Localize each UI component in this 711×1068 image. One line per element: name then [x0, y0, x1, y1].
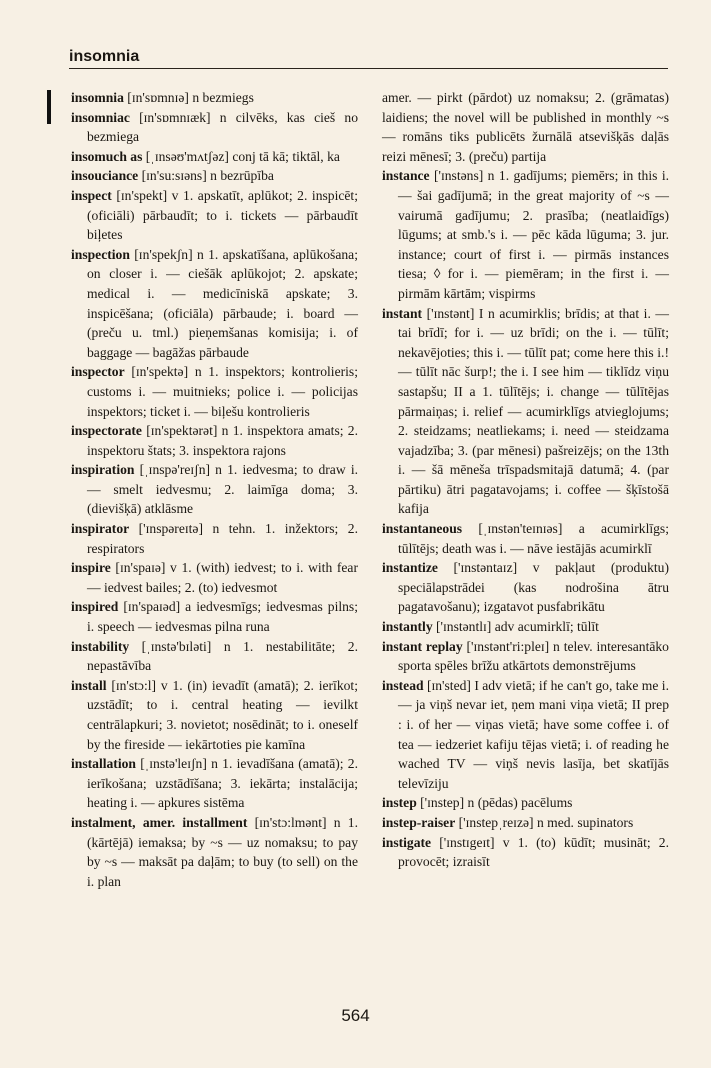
- entry-definition: [ɪn'stɔ:l] v 1. (in) ievadīt (amatā); 2. ierīkot; uzstādīt; to i. central heating — ievilkt centrālapkuri; 3. novietot; nosēdināt; to i. oneself by the fireside — iekārtoties pie kamīna: [87, 677, 358, 752]
- headword: insomuch as: [71, 148, 143, 164]
- headword: inspired: [71, 599, 119, 615]
- entry-definition: [ɪn'spekʃn] n 1. apskatīšana, aplūkošana; on closer i. — ciešāk aplūkojot; 2. apskate; medical i. — medicīniskā apskate; 3. inspicēšana; (oficiāla) pārbaude; i. board — (preču u. tml.) pieņemšanas komisija; i. of baggage — bagāžas pārbaude: [87, 246, 358, 360]
- dictionary-entry: [382, 833, 669, 872]
- dictionary-entry: [71, 147, 358, 167]
- headword: instantize: [382, 560, 438, 576]
- dictionary-entry: [71, 421, 358, 460]
- entry-definition: ['ɪnstəntlɪ] adv acumirklī; tūlīt: [432, 619, 599, 635]
- headword: instead: [382, 677, 424, 693]
- page-number: 564: [341, 1006, 370, 1025]
- headword: inspirator: [71, 521, 130, 537]
- entry-definition: [ɪn'spaɪəd] a iedvesmīgs; iedvesmas pilns; i. speech — iedvesmas pilna runa: [87, 599, 358, 635]
- left-column: [71, 88, 358, 891]
- entry-definition: [ɪn'sɒmnɪæk] n cilvēks, kas cieš no bezmiega: [87, 109, 358, 145]
- dictionary-entry: [71, 166, 358, 186]
- headword: instance: [382, 168, 430, 184]
- headword: inspect: [71, 187, 112, 203]
- entry-definition: [ɪn'spektərət] n 1. inspektora amats; 2. inspektoru štats; 3. inspektora rajons: [87, 423, 358, 458]
- dictionary-entry: [382, 304, 669, 520]
- entry-definition: ['ɪnstepˌreɪzə] n med. supinators: [455, 814, 634, 830]
- entry-definition: [ɪn'sted] I adv vietā; if he can't go, take me i. — ja viņš nevar iet, ņem mani viņa vietā; II prep : i. of her — viņas vietā; have some coffee i. of tea — iedzeriet kafiju tējas vietā; i. of reading he wached TV — viņš nevis lasīja, bet skatījās televīziju: [398, 677, 669, 791]
- dictionary-entry: [382, 676, 669, 794]
- entry-definition: ['ɪnstənt] I n acumirklis; brīdis; at that i. — tai brīdī; for i. — uz brīdi; on the i. — tūlīt; nekavējoties; this i. — tūlīt pat; come here this i.! — tūlīt nāc šurp!; the i. I see him — tiklīdz viņu sastapšu; II a 1. tūlītējs; i. change — tūlītējas pārmaiņas; i. relief — acumirklīgs atvieglojums; 2. steidzams; neatliekams; i. need — steidzama vajadzība; 3. (par mēnesi) pašreizējs; on the 13th i. — šā mēneša trīspadsmitajā datumā; 4. (par pārtiku) ātri pagatavojams; i. coffee — šķīstošā kafija: [398, 305, 669, 517]
- headword: inspire: [71, 560, 111, 576]
- entry-definition: ['ɪnstep] n (pēdas) pacēlums: [416, 795, 573, 811]
- headword: instability: [71, 638, 130, 654]
- headword: insomniac: [71, 109, 130, 125]
- headword: instep: [382, 795, 417, 811]
- dictionary-entry: [71, 676, 358, 754]
- headword: instep-raiser: [382, 814, 456, 830]
- dictionary-entry: [382, 813, 669, 833]
- dictionary-entry: [71, 88, 358, 108]
- entry-definition: [ɪn'sɒmnɪə] n bezmiegs: [123, 90, 254, 105]
- dictionary-entry: [71, 245, 358, 363]
- headword: inspiration: [71, 462, 135, 478]
- dictionary-entry: [71, 108, 358, 147]
- headword: installation: [71, 756, 136, 772]
- dictionary-entry: [382, 166, 669, 303]
- running-head: insomnia: [69, 48, 140, 65]
- entry-definition: [ˌɪnstə'leɪʃn] n 1. ievadīšana (amatā); 2. ierīkošana; uzstādīšana; 3. iekārta; instalācija; heating i. — apkures sistēma: [87, 756, 358, 811]
- entry-definition: ['ɪnstɪgeɪt] v 1. (to) kūdīt; musināt; 2. provocēt; izraisīt: [398, 834, 669, 870]
- headword: instalment, amer. installment: [71, 814, 248, 830]
- dictionary-entry: [71, 597, 358, 636]
- headword: inspector: [71, 364, 125, 380]
- entry-definition: ['ɪnspəreɪtə] n tehn. 1. inžektors; 2. respirators: [87, 521, 358, 556]
- entry-definition: [ˌɪnspə'reɪʃn] n 1. iedvesma; to draw i. — smelt iedvesmu; 2. laimīga doma; 3. (dievišķā) atklāsme: [87, 462, 358, 517]
- dictionary-entry: [71, 362, 358, 421]
- dictionary-entry: [71, 558, 358, 597]
- headword: instant: [382, 305, 423, 321]
- headword: instant replay: [382, 638, 463, 654]
- entry-definition: ['ɪnstəns] n 1. gadījums; piemērs; in this i. — šai gadījumā; in the great majority of ~s — vairumā gadījumu; 2. prasība; (neatlaidīgs) lūgums; at smb.'s i. — pēc kāda lūguma; 3. jur. instance; court of first i. — pirmās instances tiesa; ◊ for i. — piemēram; in the first i. — pirmām kārtām; vispirms: [398, 168, 669, 301]
- entry-definition: [ˌɪnstən'teɪnɪəs] a acumirklīgs; tūlītējs; death was i. — nāve iestājās acumirklī: [398, 521, 669, 556]
- headword: insouciance: [71, 168, 139, 184]
- dictionary-entry: [382, 558, 669, 617]
- dictionary-entry: [71, 813, 358, 891]
- right-column: [382, 88, 669, 872]
- dictionary-entry: [382, 637, 669, 676]
- dictionary-entry: [71, 754, 358, 813]
- headword: instigate: [382, 834, 432, 850]
- entry-definition: ['ɪnstənt'ri:pleɪ] n telev. interesantāko sporta spēles brīžu atkārtots demonstrējums: [398, 638, 669, 674]
- entry-definition: [ɪn'spaɪə] v 1. (with) iedvest; to i. with fear — iedvest bailes; 2. (to) iedvesmot: [87, 560, 358, 595]
- headword: install: [71, 677, 107, 693]
- entry-definition: [ɪn'su:sɪəns] n bezrūpība: [138, 168, 274, 184]
- entry-definition: [ɪn'stɔ:lmənt] n 1. (kārtējā) iemaksa; by ~s — uz nomaksu; to pay by ~s — maksāt pa daļām; to buy (to sell) on the i. plan: [87, 814, 358, 889]
- headword: inspectorate: [71, 423, 142, 439]
- dictionary-entry: [71, 186, 358, 245]
- dictionary-entry: [382, 519, 669, 558]
- header-rule: [69, 68, 668, 69]
- dictionary-entry: [71, 460, 358, 519]
- entry-definition: ['ɪnstəntaɪz] v pakļaut (produktu) speciālapstrādei (kas nodrošina ātru pagatavošanu); izgatavot pusfabrikātu: [398, 560, 669, 615]
- thumb-index-marker: [47, 90, 51, 124]
- dictionary-entry: [71, 637, 358, 676]
- headword: instantaneous: [382, 521, 463, 537]
- dictionary-entry: [382, 88, 669, 166]
- dictionary-entry: [382, 793, 669, 813]
- dictionary-entry: [382, 617, 669, 637]
- entry-definition: amer. — pirkt (pārdot) uz nomaksu; 2. (grāmatas) laidiens; the novel will be published in monthly ~s — romāns tiks publicēts žurnālā atsevišķās daļās reizi mēnesī; 3. (preču) partija: [382, 90, 669, 164]
- entry-definition: [ˌɪnsəʊ'mʌtʃəz] conj tā kā; tiktāl, ka: [142, 148, 340, 164]
- entry-definition: [ɪn'spekt] v 1. apskatīt, aplūkot; 2. inspicēt; (oficiāli) pārbaudīt; to i. tickets — pārbaudīt biļetes: [87, 187, 358, 243]
- headword: inspection: [71, 246, 130, 262]
- headword: instantly: [382, 619, 433, 635]
- entry-definition: [ˌɪnstə'bɪləti] n 1. nestabilitāte; 2. nepastāvība: [87, 638, 358, 674]
- dictionary-entry: [71, 519, 358, 558]
- headword: insomnia: [71, 90, 124, 105]
- entry-definition: [ɪn'spektə] n 1. inspektors; kontrolieris; customs i. — muitnieks; police i. — policijas inspektors; ticket i. — biļešu kontrolieris: [87, 364, 358, 419]
